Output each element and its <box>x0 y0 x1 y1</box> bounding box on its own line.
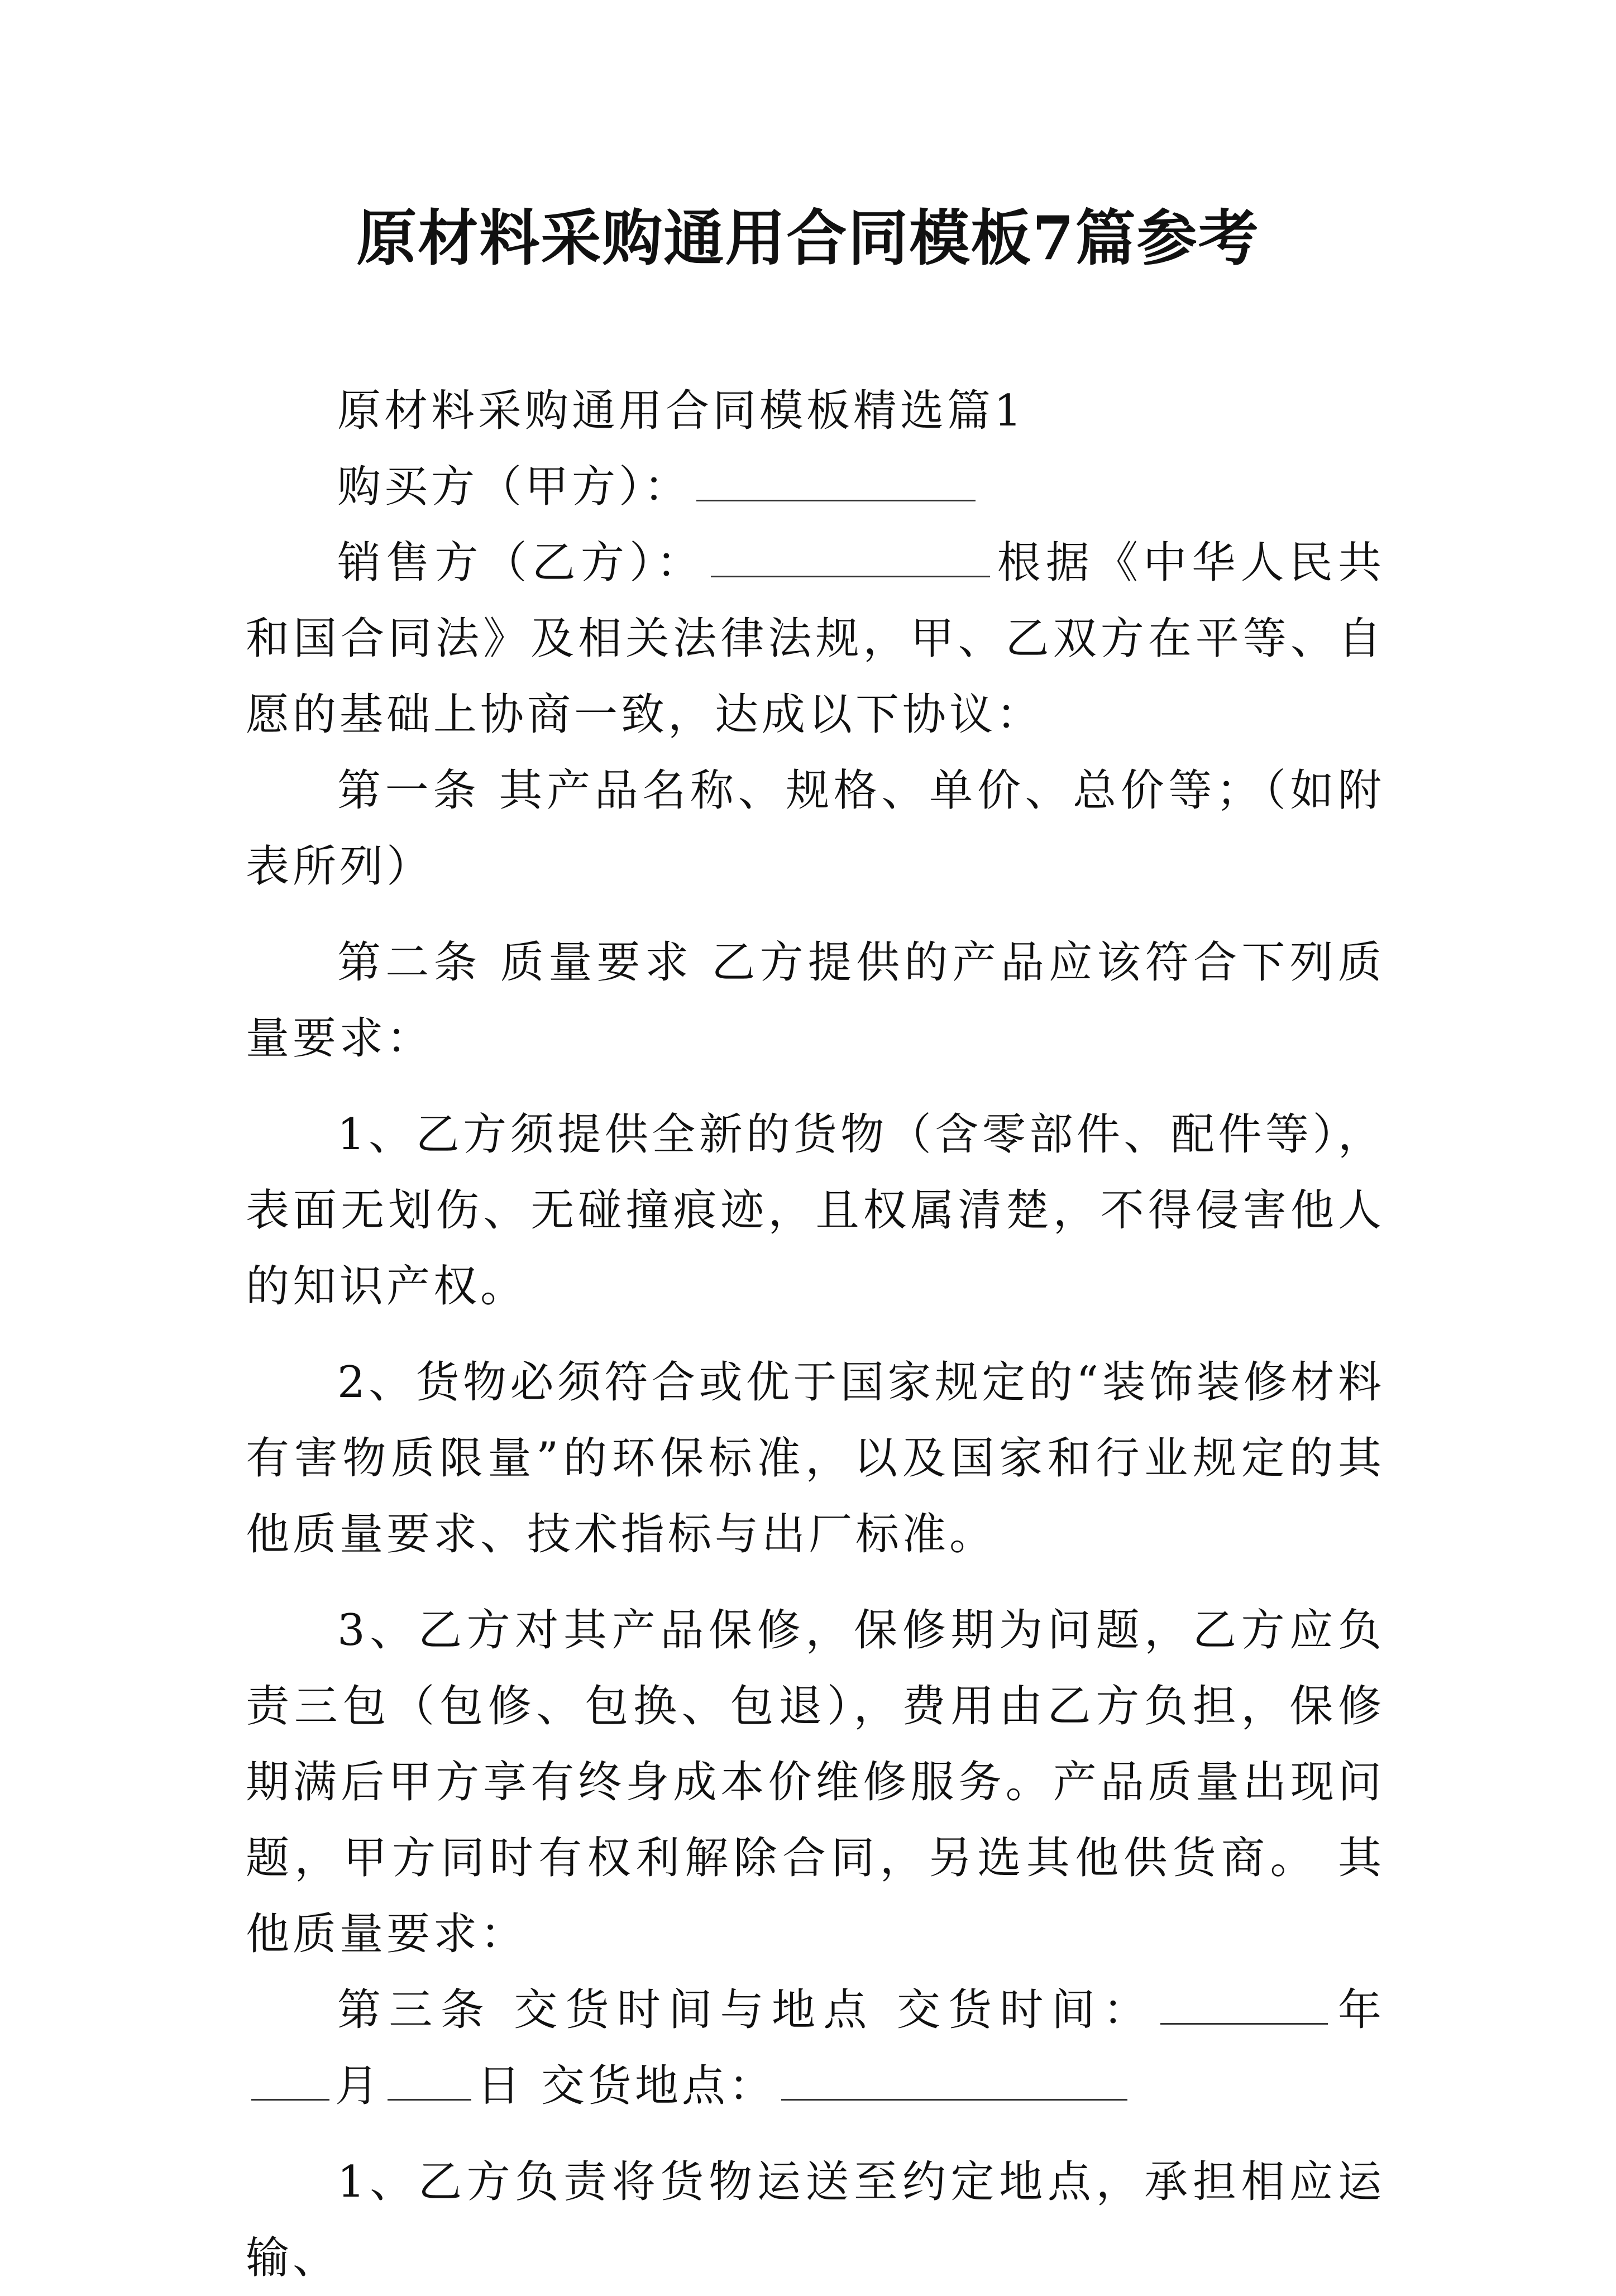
item-2-2-text: 2、货物必须符合或优于国家规定的“装饰装修材料有害物质限量”的环保标准，以及国家和行业规定的其他质量要求、技术指标与出厂标准。 <box>246 1357 1385 1560</box>
place-blank <box>781 2063 1127 2101</box>
buyer-line <box>246 449 1385 525</box>
year-blank <box>1160 1987 1328 2025</box>
item-3-1-text: 1、乙方负责将货物运送至约定地点，承担相应运输、 <box>246 2157 1385 2283</box>
seller-label: 销售方（乙方）： <box>337 538 705 588</box>
day-label: 日 <box>477 2061 524 2111</box>
seller-blank <box>711 540 990 577</box>
month-label: 月 <box>335 2061 383 2111</box>
section-heading-text: 原材料采购通用合同模板精选篇1 <box>337 386 1025 436</box>
section-heading <box>246 373 1385 449</box>
item-2-2 <box>246 1345 1385 1572</box>
article-2 <box>246 925 1385 1077</box>
year-label: 年 <box>1333 1985 1385 2035</box>
item-2-3 <box>246 1592 1385 1972</box>
item-2-1 <box>246 1097 1385 1324</box>
buyer-blank <box>696 464 976 501</box>
buyer-label: 购买方（甲方）： <box>337 462 691 512</box>
seller-tail: 根据《中华人民共和国合同法》及相关法律法规，甲、乙双方在平等、自愿的基础上协商一致，达成以下协议： <box>246 538 1385 740</box>
place-label: 交货地点： <box>541 2061 776 2111</box>
document-title: 原材料采购通用合同模板7篇参考 <box>356 203 1260 274</box>
article-3-lead: 第三条 交货时间与地点 交货时间： <box>337 1985 1155 2035</box>
article-2-text: 第二条 质量要求 乙方提供的产品应该符合下列质量要求： <box>246 937 1385 1064</box>
article-1 <box>246 753 1385 905</box>
document-body <box>246 373 1385 2296</box>
article-1-text: 第一条 其产品名称、规格、单价、总价等；（如附表所列） <box>246 766 1385 892</box>
day-blank <box>388 2063 471 2101</box>
item-2-1-text: 1、乙方须提供全新的货物（含零部件、配件等），表面无划伤、无碰撞痕迹，且权属清楚，不得侵害他人的知识产权。 <box>246 1109 1385 1312</box>
item-3-1 <box>246 2144 1385 2296</box>
item-2-3-text: 3、乙方对其产品保修，保修期为问题，乙方应负责三包（包修、包换、包退），费用由乙方负担，保修期满后甲方享有终身成本价维修服务。产品质量出现问题，甲方同时有权利解除合同，另选其他供货商。 其他质量要求： <box>246 1605 1385 1959</box>
month-blank <box>251 2063 329 2101</box>
seller-paragraph <box>246 525 1385 753</box>
article-3 <box>246 1972 1385 2124</box>
